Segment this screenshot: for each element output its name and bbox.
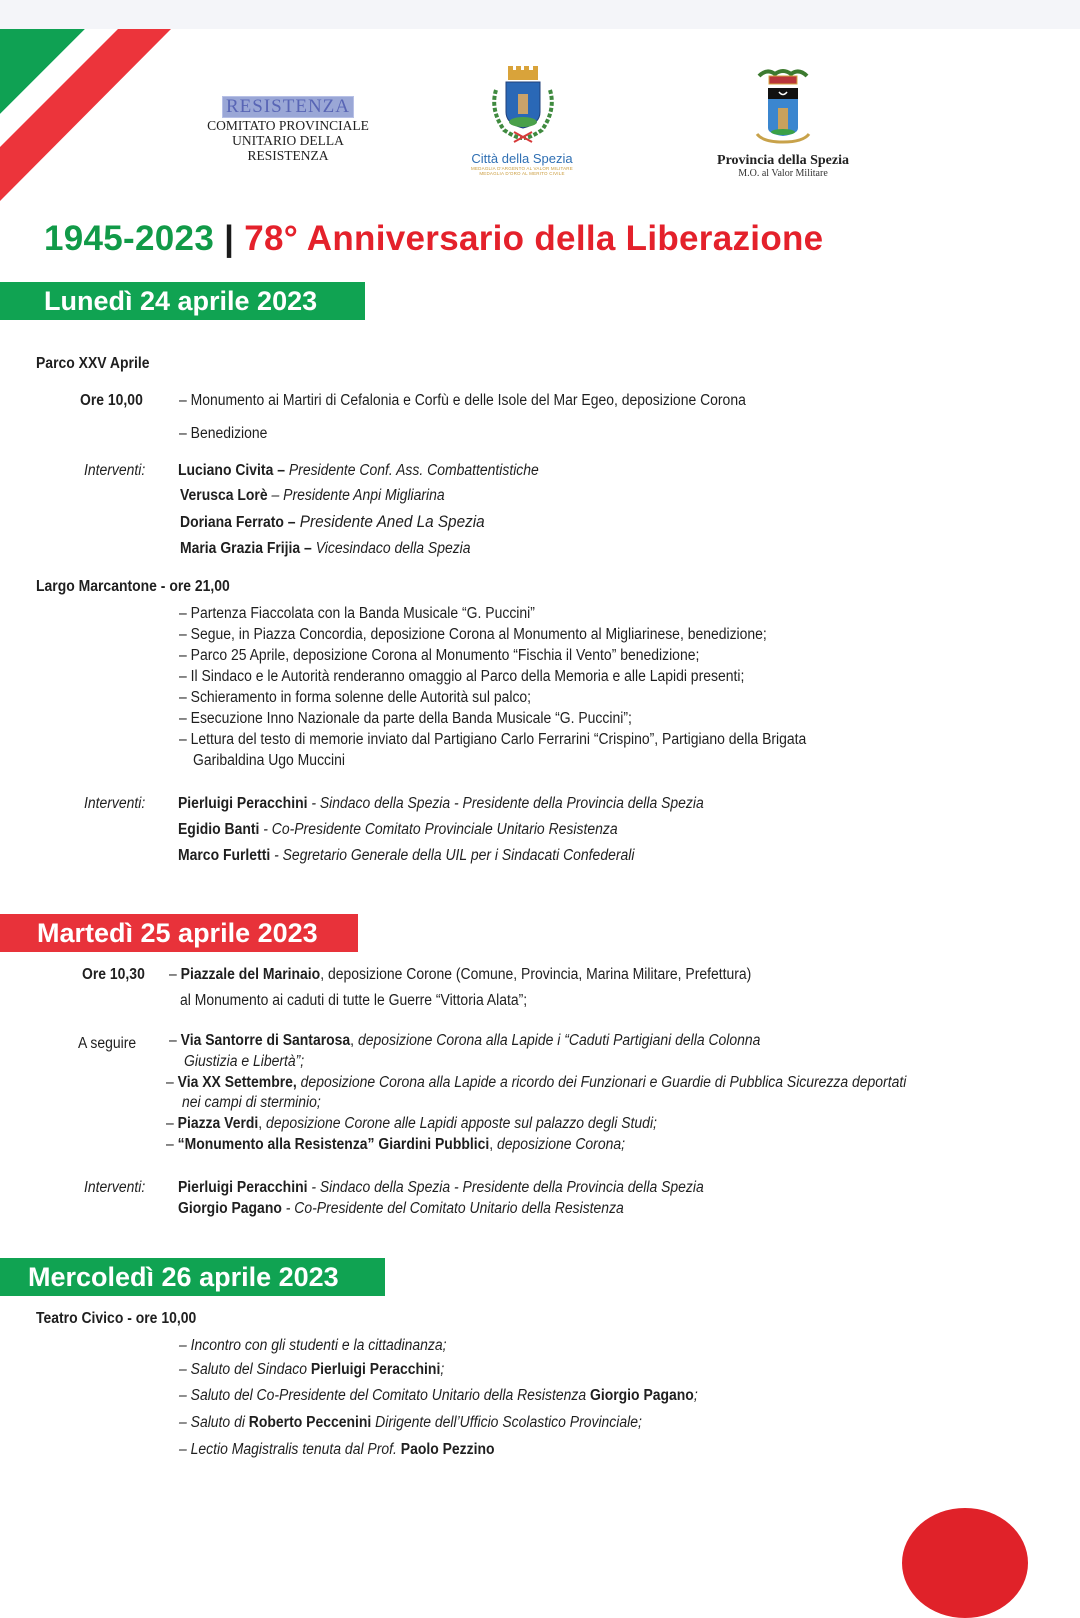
title-anniversary: 78° Anniversario della Liberazione [244,219,824,258]
item-name: Giorgio Pagano [589,1387,694,1404]
day3-heading-banner [0,1258,385,1296]
day1-place-largo: Largo Marcantone - ore 21,00 [36,578,230,595]
speaker-role: Vicesindaco della Spezia [311,540,471,557]
provincia-sub: M.O. al Valor Militare [738,168,828,179]
citta-sub2: MEDAGLIA D'ORO AL MERITO CIVILE [479,171,565,176]
sep: , [350,1032,358,1049]
day3-heading: Mercoledì 26 aprile 2023 [28,1262,339,1292]
sep: , [489,1136,498,1153]
day1-speaker-1 [178,462,539,480]
day3-item [179,1414,642,1432]
item-suffix: ; [693,1387,698,1404]
day1-evening-item: – Schieramento in forma solenne delle Autorità sul palco; [179,689,532,706]
day2-heading: Martedì 25 aprile 2023 [37,918,318,948]
day3-item [179,1361,444,1379]
day2-speaker-2 [178,1200,624,1218]
speaker-name: Luciano Civita – [178,462,285,479]
place-name: Piazza Verdi [177,1115,259,1132]
day1-speaker-2 [180,487,445,505]
italian-flag-ribbon [0,29,180,204]
item-text: deposizione Corona alla Lapide a ricordo dei Funzionari e Guardie di Pubblica Sicurezza deportati [300,1074,907,1091]
day2-item-marinaio-cont: al Monumento ai caduti di tutte le Guerre “Vittoria Alata”; [180,992,528,1009]
place-name: Piazzale del Marinaio [180,966,321,983]
speaker-name: Giorgio Pagano [178,1200,282,1217]
item-name: Paolo Pezzino [400,1441,495,1458]
day2-item-santarosa-cont: Giustizia e Libertà”; [184,1053,305,1070]
day2-speaker-1 [178,1179,704,1197]
item-text: deposizione Corona alla Lapide i “Caduti Partigiani della Colonna [357,1032,761,1049]
day1-evening-item: – Partenza Fiaccolata con la Banda Musicale “G. Puccini” [179,605,535,622]
top-status-bar [0,0,1080,29]
item-text: deposizione Corona; [497,1136,625,1153]
speaker-name: Marco Furletti [178,847,271,864]
speaker-name: Pierluigi Peracchini [178,795,308,812]
speaker-role: - Co-Presidente Comitato Provinciale Unitario Resistenza [259,821,618,838]
day1-evening-item-cont: Garibaldina Ugo Muccini [193,752,345,769]
day3-item [179,1337,447,1355]
dash: – [169,1032,181,1049]
speaker-name: Egidio Banti [178,821,260,838]
item-name: Roberto Peccenini [248,1414,372,1431]
day1-time-1000: Ore 10,00 [80,392,143,409]
speaker-role: - Segretario Generale della UIL per i Sindacati Confederali [270,847,635,864]
item-name: Pierluigi Peracchini [310,1361,441,1378]
day2-item-monumento-resistenza [166,1136,625,1154]
citta-coat-of-arms-icon [482,66,562,144]
item-text: – Saluto di [179,1414,249,1431]
day1-item-benedizione: – Benedizione [179,425,268,442]
day3-place-teatro: Teatro Civico - ore 10,00 [36,1310,197,1327]
speaker-role: - Sindaco della Spezia - Presidente della Provincia della Spezia [307,795,704,812]
dash: – [169,966,181,983]
place-name: “Monumento alla Resistenza” Giardini Pubblici [177,1136,490,1153]
day1-speaker-3 [180,513,485,532]
item-text: – Lectio Magistralis tenuta dal Prof. [179,1441,401,1458]
day1-evening-item: – Esecuzione Inno Nazionale da parte della Banda Musicale “G. Puccini”; [179,710,632,727]
decorative-red-circle [902,1508,1028,1618]
speaker-role: Presidente Conf. Ass. Combattentistiche [284,462,539,479]
resistenza-wordmark: RESISTENZA [222,96,354,118]
speaker-role: - Sindaco della Spezia - Presidente della Provincia della Spezia [307,1179,704,1196]
resistenza-logo [196,96,380,163]
day1-evening-speaker-3 [178,847,634,865]
provincia-name: Provincia della Spezia [717,153,849,168]
speaker-name: Pierluigi Peracchini [178,1179,308,1196]
item-text: , deposizione Corone (Comune, Provincia, Marina Militare, Prefettura) [320,966,752,983]
resistenza-line1: COMITATO PROVINCIALE [207,118,369,133]
day2-item-verdi [166,1115,657,1133]
place-name: Via Santorre di Santarosa [180,1032,351,1049]
day1-speaker-4 [180,540,471,558]
day1-evening-speaker-2 [178,821,618,839]
provincia-coat-of-arms-icon [753,68,813,146]
place-name: Via XX Settembre, [177,1074,297,1091]
citta-sub1: MEDAGLIA D'ARGENTO AL VALOR MILITARE [471,166,573,171]
day1-heading: Lunedì 24 aprile 2023 [44,286,318,316]
sep: , [258,1115,267,1132]
speaker-name: Doriana Ferrato – [180,514,296,531]
dash: – [166,1136,178,1153]
dash: – [166,1074,178,1091]
item-text: – Saluto del Sindaco [179,1361,311,1378]
day2-time-1030: Ore 10,30 [82,966,145,983]
dash: – [166,1115,178,1132]
speaker-name: Verusca Lorè [180,487,268,504]
day2-item-marinaio [169,966,751,984]
day3-item [179,1387,698,1405]
day2-item-santarosa [169,1032,760,1050]
resistenza-line2: UNITARIO DELLA RESISTENZA [232,133,344,163]
speaker-name: Maria Grazia Frijia – [180,540,312,557]
item-text: deposizione Corone alle Lapidi apposte sul palazzo degli Studi; [266,1115,657,1132]
day3-item [179,1441,495,1459]
provincia-della-spezia-logo [712,68,854,179]
day1-evening-item: – Il Sindaco e le Autorità renderanno omaggio al Parco della Memoria e alle Lapidi presenti; [179,668,745,685]
item-text: – Incontro con gli studenti e la cittadinanza; [179,1337,447,1354]
day2-item-settembre-cont: nei campi di sterminio; [182,1094,321,1111]
day2-item-settembre [166,1074,906,1092]
day1-evening-item: – Lettura del testo di memorie inviato dal Partigiano Carlo Ferrarini “Crispino”, Partigiano della Brigata [179,731,807,748]
item-text: – Saluto del Co-Presidente del Comitato Unitario della Resistenza [179,1387,590,1404]
item-suffix: ; [440,1361,445,1378]
citta-name: Città della Spezia [471,151,573,166]
day1-place-parco: Parco XXV Aprile [36,355,150,372]
day2-a-seguire: A seguire [78,1035,137,1052]
day1-interventi-label-2: Interventi: [84,795,146,812]
citta-della-spezia-logo [466,66,578,176]
day1-evening-item: – Segue, in Piazza Concordia, deposizione Corona al Monumento al Migliarinese, benedizione; [179,626,767,643]
day2-heading-banner [0,914,358,952]
item-suffix: Dirigente dell’Ufficio Scolastico Provinciale; [371,1414,642,1431]
day1-evening-speaker-1 [178,795,704,813]
day2-interventi-label: Interventi: [84,1179,146,1196]
day1-heading-banner [0,282,365,320]
title-years: 1945-2023 [44,219,215,258]
title-separator: | [224,219,235,258]
day1-interventi-label-1: Interventi: [84,462,146,479]
page-title [44,219,823,259]
day1-item-monumento: – Monumento ai Martiri di Cefalonia e Corfù e delle Isole del Mar Egeo, deposizione Corona [179,392,746,409]
day1-evening-item: – Parco 25 Aprile, deposizione Corona al Monumento “Fischia il Vento” benedizione; [179,647,700,664]
speaker-role: – Presidente Anpi Migliarina [267,487,445,504]
speaker-role: - Co-Presidente del Comitato Unitario della Resistenza [281,1200,624,1217]
speaker-role: Presidente Aned La Spezia [295,512,485,531]
